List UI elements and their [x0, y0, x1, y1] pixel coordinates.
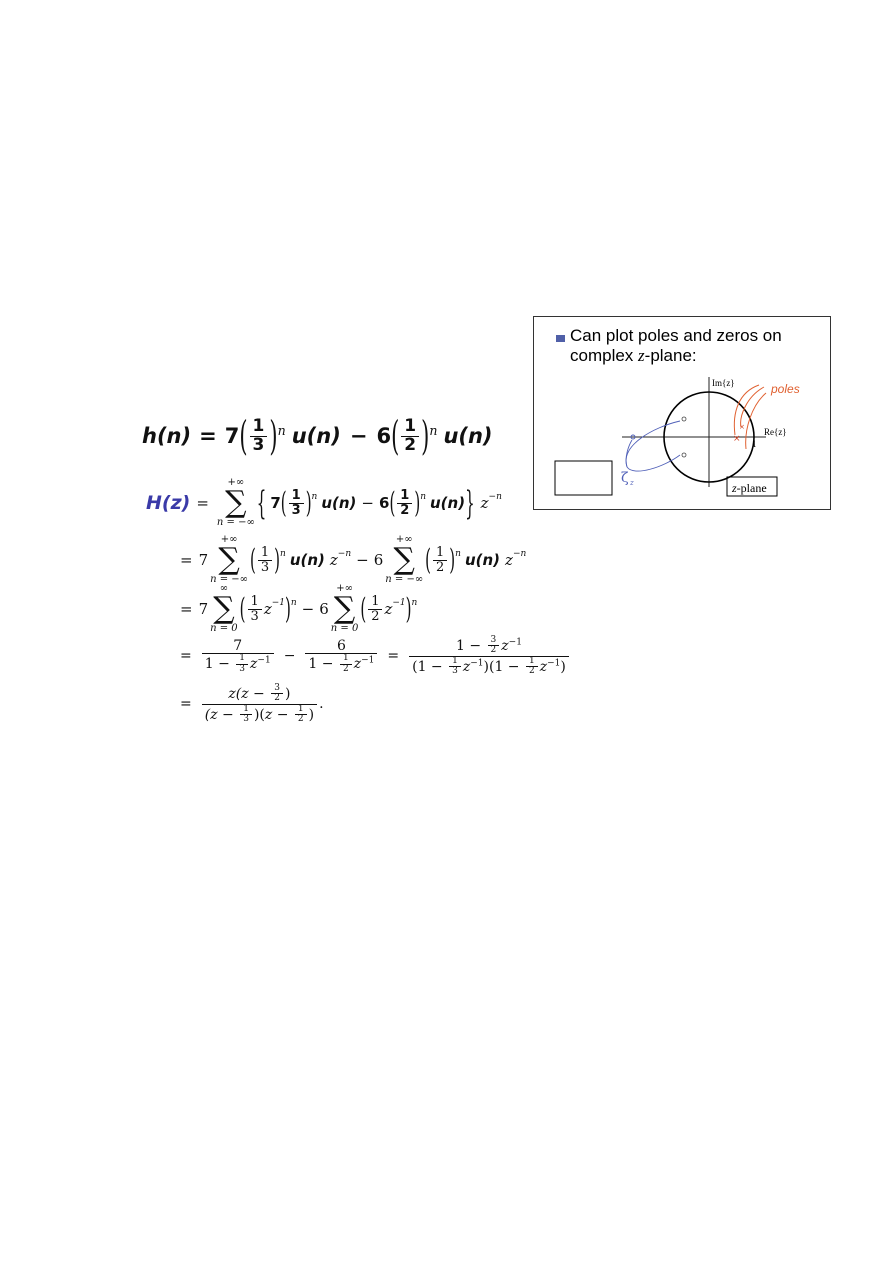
- coef-seven: 7: [198, 600, 209, 618]
- exponent-n: n: [455, 549, 461, 559]
- fraction-one-third: $\frac{1}{3}$: [248, 595, 262, 623]
- transfer-function-final: [180, 684, 324, 725]
- partial-fraction-seven: 7 1 − $\frac{1}{3}$ $z^{-1}$: [202, 639, 274, 675]
- minus-sign: −: [283, 648, 296, 665]
- z-plane-diagram: [534, 317, 832, 511]
- summation-symbol: +∞ ∑ n = 0: [330, 583, 359, 634]
- empty-box: [555, 461, 612, 495]
- z-variable: z: [263, 600, 272, 618]
- fraction-one-half: $\frac{1}{2}$: [433, 546, 447, 574]
- zero-marker: [682, 417, 686, 421]
- fraction-one-half: $\frac{1}{2}$: [368, 595, 382, 623]
- coef-six: 6: [373, 551, 384, 569]
- transfer-function-definition: H(z) = +∞ ∑ n = −∞ { 7 ( $\frac{1}{3}$ ) n u(n) − 6 ( $\frac{1}{2}$ ) n u(n) } z −n: [146, 477, 502, 528]
- z-variable: z: [505, 551, 513, 569]
- equals-sign: =: [180, 696, 192, 713]
- exponent-minus-one: −1: [392, 598, 406, 608]
- equals-sign: =: [180, 648, 192, 665]
- z-plane-label: z-plane: [732, 481, 767, 495]
- equals-sign: =: [180, 600, 193, 618]
- unit-step: u(n): [291, 424, 341, 449]
- impulse-response-equation: h(n) = 7 ( $\frac{1}{3}$ ) n u(n) − 6 ( $\frac{1}{2}$ ) n u(n): [142, 413, 493, 460]
- h-n-lhs: h(n): [142, 424, 192, 449]
- exponent-n: n: [290, 598, 297, 608]
- fraction-one-half: $\frac{1}{2}$: [397, 489, 412, 517]
- pole-marker: ×: [739, 423, 745, 431]
- summation-symbol: ∞ ∑ n = 0: [210, 583, 238, 634]
- fraction-one-half: $\frac{1}{2}$: [401, 418, 419, 455]
- z-plane-slide: [533, 316, 831, 510]
- exponent-minus-n: −n: [512, 549, 527, 559]
- unit-label: 1: [752, 439, 757, 449]
- exponent-n: n: [420, 492, 426, 502]
- pole-marker: ×: [733, 434, 741, 444]
- z-variable: z: [329, 551, 338, 569]
- equals-sign: =: [180, 551, 193, 569]
- coef-six: 6: [379, 494, 390, 512]
- summation-symbol: +∞ ∑ n = −∞: [385, 534, 424, 585]
- equals-sign: =: [387, 648, 400, 665]
- exponent-n: n: [311, 492, 318, 502]
- re-axis-label: Re{z}: [764, 427, 787, 437]
- im-axis-label: Im{z}: [712, 378, 735, 388]
- transfer-function-step-4: [180, 636, 571, 677]
- transfer-function-step-3: = 7 ∞ ∑ n = 0 ( $\frac{1}{3}$ z −1 ) n − 6 +∞ ∑ n = 0 ( $\frac{1}{2}$ z −1 ) n: [180, 583, 418, 634]
- final-fraction: z(z − $\frac{3}{2}$ ) (z − $\frac{1}{3}$ )(z − $\frac{1}{2}$ ): [202, 684, 317, 725]
- H-z-lhs: H(z): [146, 492, 191, 514]
- fraction-one-third: $\frac{1}{3}$: [289, 489, 304, 517]
- coef-six: 6: [319, 600, 329, 618]
- coef-seven: 7: [270, 494, 281, 512]
- coef-seven: 7: [224, 424, 240, 449]
- summation-symbol: +∞ ∑ n = −∞: [210, 534, 249, 585]
- unit-step: u(n): [464, 551, 501, 569]
- exponent-minus-n: −n: [488, 492, 502, 502]
- poles-label: poles: [771, 382, 800, 396]
- slide-line-2: complex z-plane:: [570, 346, 697, 365]
- coef-six: 6: [376, 424, 392, 449]
- summation-symbol: +∞ ∑ n = −∞: [216, 477, 255, 528]
- unit-step: u(n): [430, 494, 466, 512]
- exponent-n: n: [411, 598, 418, 608]
- z-variable: z: [384, 600, 393, 618]
- exponent-n: n: [429, 422, 438, 438]
- fraction-one-third: $\frac{1}{3}$: [250, 418, 268, 455]
- exponent-minus-one: −1: [271, 598, 285, 608]
- minus-sign: −: [356, 551, 369, 569]
- transfer-function-step-2: = 7 +∞ ∑ n = −∞ ( $\frac{1}{3}$ ) n u(n) z −n − 6 +∞ ∑ n = −∞ ( $\frac{1}{2}$ ) n u(n) z −n: [180, 534, 527, 585]
- combined-fraction: 1 − $\frac{3}{2}$ $z^{-1}$ (1 − $\frac{1}{3}$ $z^{-1})(1$ − $\frac{1}{2}$ $z^{-1}$): [409, 636, 569, 677]
- minus-sign: −: [349, 424, 368, 449]
- equals-sign: =: [196, 494, 209, 512]
- zeros-label: ζ: [621, 470, 629, 486]
- zero-arrow: [626, 440, 632, 467]
- unit-step: u(n): [289, 551, 325, 569]
- pole-arrow: [741, 387, 764, 427]
- zero-marker: [682, 453, 686, 457]
- z-variable: z: [480, 494, 489, 512]
- zeros-subscript: z: [630, 479, 634, 487]
- minus-sign: −: [361, 494, 374, 512]
- coef-seven: 7: [198, 551, 209, 569]
- period: .: [319, 696, 324, 713]
- fraction-one-third: $\frac{1}{3}$: [258, 546, 272, 574]
- minus-sign: −: [301, 600, 315, 618]
- equals-sign: =: [199, 424, 217, 449]
- exponent-n: n: [277, 422, 286, 438]
- slide-line-1: Can plot poles and zeros on: [570, 326, 782, 345]
- unit-step: u(n): [321, 494, 357, 512]
- exponent-n: n: [280, 549, 286, 559]
- exponent-minus-n: −n: [337, 549, 352, 559]
- unit-step: u(n): [443, 424, 493, 449]
- partial-fraction-six: 6 1 − $\frac{1}{2}$ $z^{-1}$: [305, 639, 377, 675]
